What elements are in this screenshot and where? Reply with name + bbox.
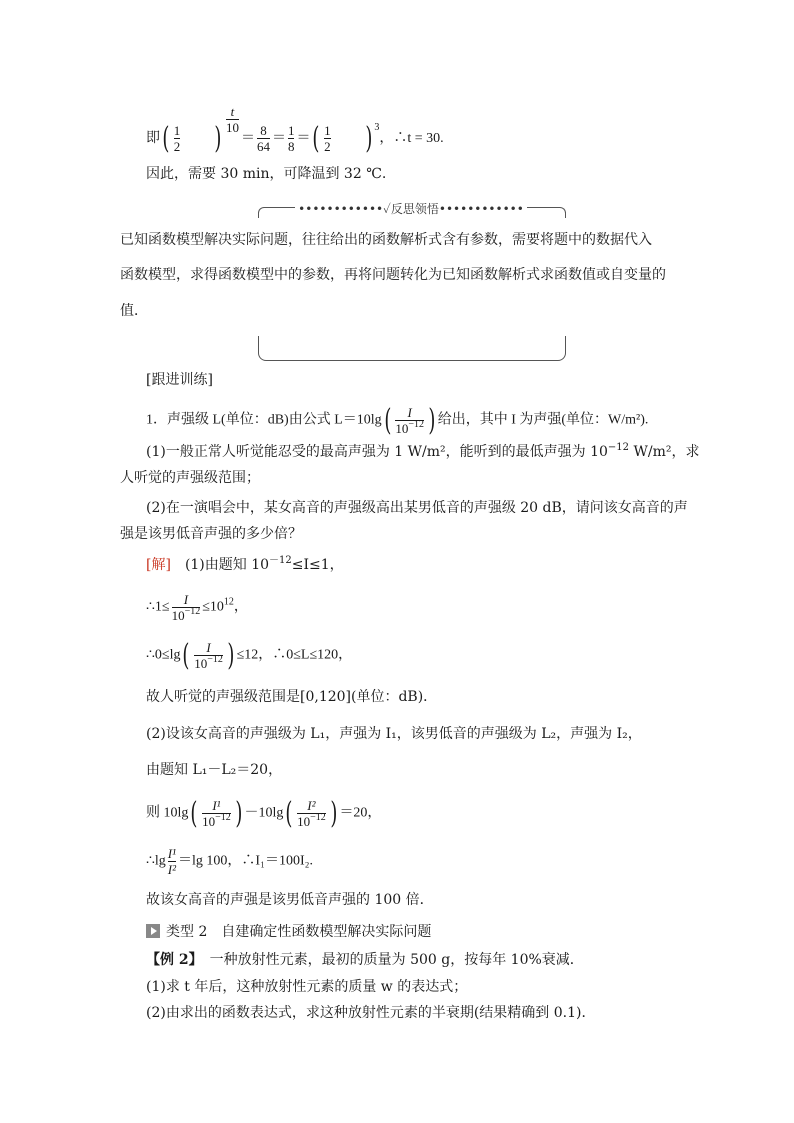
solution-9: 故该女高音的声强是该男低音声强的 100 倍．: [146, 892, 434, 908]
solution-1: [解] (1)由题知 $10^{-12}\le I\le 1$，: [146, 555, 344, 573]
practice-heading: [跟进训练]: [146, 372, 213, 388]
equation-power: 即( $\frac{1}{2}$ ) $\frac{t}{10}$ ＝ $\frac{8}{64}$ ＝ $\frac{1}{8}$ ＝( $\frac{1}{2}$ ) $^3$，∴t = 30.: [146, 104, 444, 156]
solution-8: ∴lg $\frac{\text{I¹}}{\text{I²}}$ ＝lg 100，∴I₁＝100I₂.: [146, 846, 314, 877]
reflection-p3: 值．: [120, 303, 148, 319]
reflection-p2: 函数模型，求得函数模型中的参数，再将问题转化为已知函数解析式求函数值或自变量的: [120, 267, 666, 283]
question-1a-line2: 人听觉的声强级范围；: [120, 470, 260, 486]
fraction-half: $\frac{1}{2}$: [173, 123, 181, 155]
example-2-q2: (2)由求出的函数表达式，求这种放射性元素的半衰期(结果精确到 0.1)．: [146, 1005, 596, 1021]
reflection-box-bottom: [258, 336, 566, 361]
reflection-title: ••••••••••••✓反思领悟••••••••••••: [270, 200, 552, 217]
solution-5: (2)设该女高音的声强级为 L₁，声强为 I₁，该男低音的声强级为 L₂，声强为 I₂，: [146, 726, 642, 742]
type-2-heading: 类型 2 自建确定性函数模型解决实际问题: [146, 922, 431, 942]
example-2-q1: (1)求 t 年后，这种放射性元素的质量 w 的表达式；: [146, 979, 468, 995]
reflection-p1: 已知函数模型解决实际问题，往往给出的函数解析式含有参数，需要将题中的数据代入: [120, 232, 652, 248]
play-triangle-icon: [146, 924, 160, 938]
solution-4: 故人听觉的声强级范围是[0,120](单位：dB)．: [146, 689, 438, 705]
solution-7: 则 10lg( $\frac{\text{I¹}}{10^{-12}}$ ) －10lg( $\frac{\text{I²}}{10^{-12}}$ ) ＝20，: [146, 795, 382, 831]
example-2: 【例 2】 一种放射性元素，最初的质量为 500 g，按每年 10%衰减．: [146, 952, 584, 968]
solution-tag: [解]: [146, 557, 171, 573]
question-1: 1．声强级 L(单位：dB)由公式 L＝10lg( $\frac{I}{10^{-12}}$ ) 给出，其中 I 为声强(单位：W/m²).: [146, 402, 649, 438]
solution-6: 由题知 L₁－L₂＝20，: [146, 762, 283, 778]
solution-3: ∴0≤lg( $\frac{I}{10^{-12}}$ ) ≤12，∴0≤L≤120，: [146, 637, 353, 673]
solution-2: ∴1≤ $\frac{I}{10^{-12}}$ $\le 10^{12}$，: [146, 592, 248, 623]
question-1b-line1: (2)在一演唱会中，某女高音的声强级高出某男低音的声强级 20 dB，请问该女高音的声: [146, 500, 688, 516]
exponent-fraction: $\frac{t}{10}$: [225, 104, 239, 135]
quill-icon: ✓: [383, 202, 391, 216]
question-1b-line2: 强是该男低音声强的多少倍？: [120, 526, 302, 542]
conclusion-line: 因此，需要 30 min，可降温到 32 ℃.: [146, 166, 387, 182]
question-1a-line1: (1)一般正常人听觉能忍受的最高声强为 1 W/m²，能听到的最低声强为 $10^{-12}$ W/m²，求: [146, 442, 700, 460]
